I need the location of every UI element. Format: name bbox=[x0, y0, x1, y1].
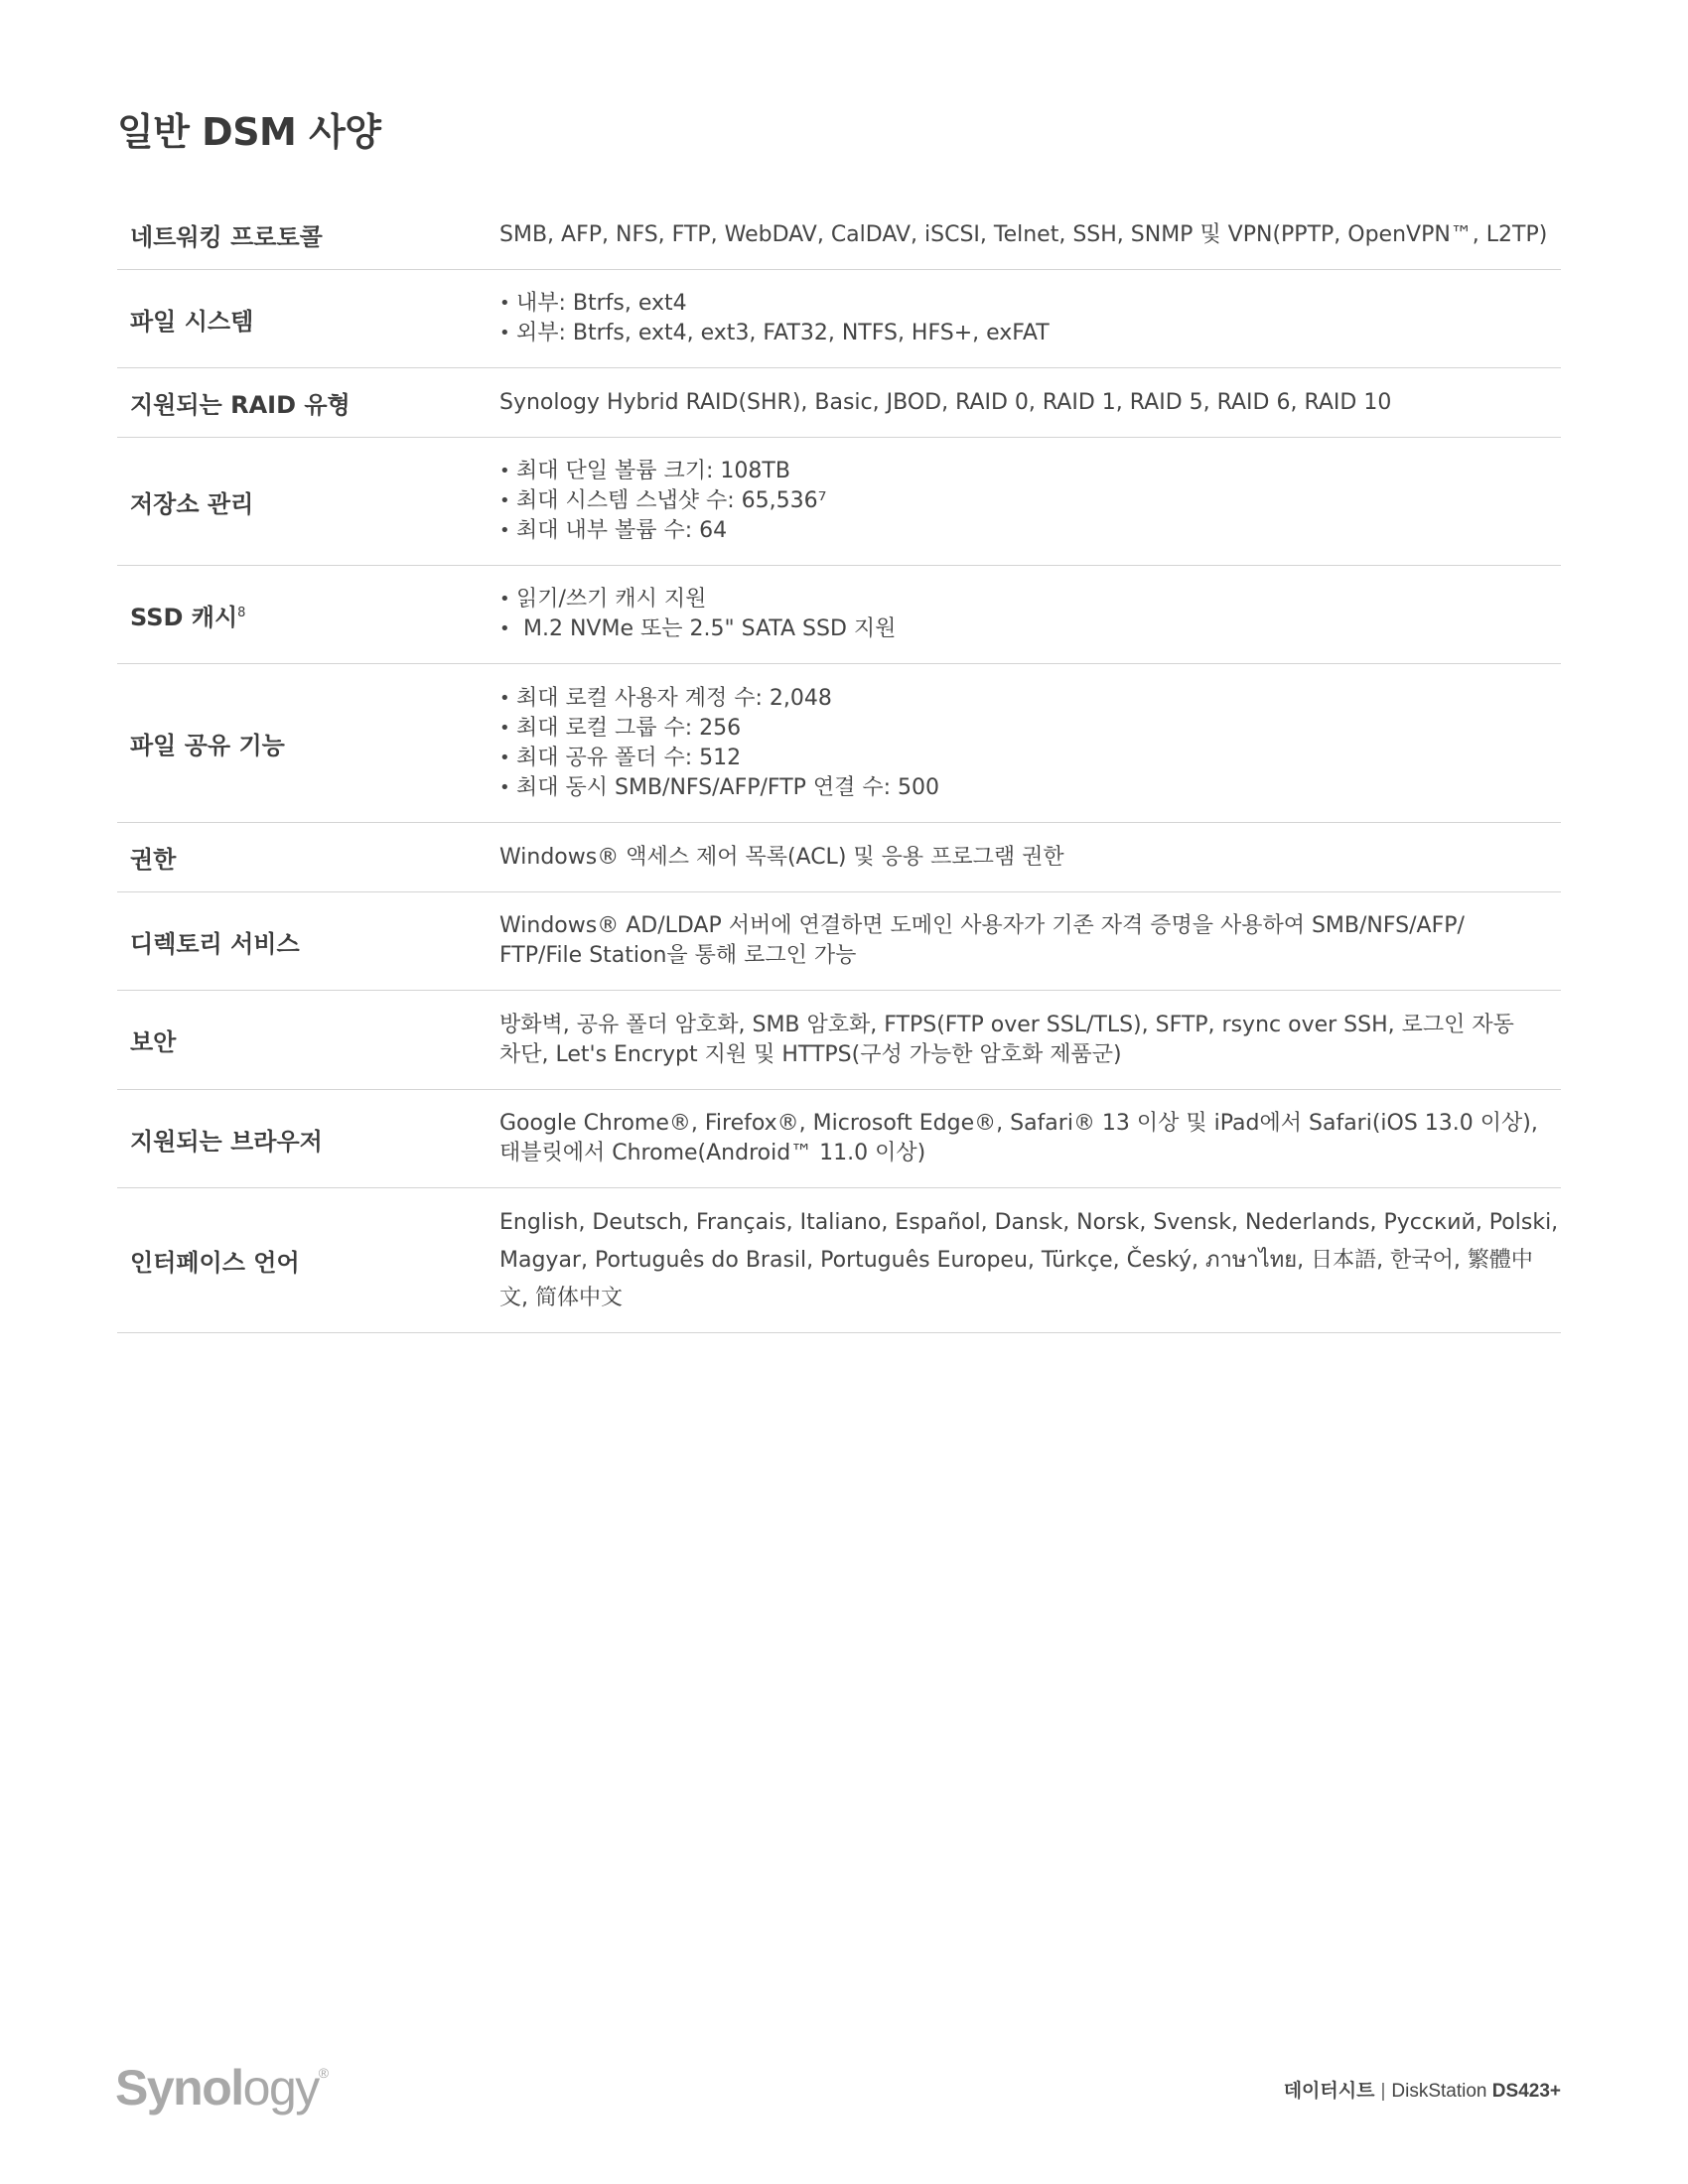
spec-row-directory-service bbox=[117, 892, 1561, 991]
bullet-item: • 최대 내부 볼륨 수: 64 bbox=[499, 516, 1561, 546]
footer-doc-type: 데이터시트 bbox=[1283, 2081, 1375, 2102]
spec-label: 디렉토리 서비스 bbox=[130, 929, 300, 958]
spec-value-line: 차단, Let's Encrypt 지원 및 HTTPS(구성 가능한 암호화 제품군) bbox=[499, 1041, 1122, 1067]
spec-row-supported-browsers bbox=[117, 1090, 1561, 1188]
spec-label: 파일 시스템 bbox=[130, 307, 254, 336]
spec-value-line: FTP/File Station을 통해 로그인 가능 bbox=[499, 943, 857, 968]
spec-row-file-system bbox=[117, 270, 1561, 368]
spec-value bbox=[499, 843, 1561, 873]
footer-product-info bbox=[1284, 2076, 1561, 2103]
spec-label: 네트워킹 프로토콜 bbox=[130, 223, 323, 251]
logo-text-bold: Synol bbox=[115, 2060, 243, 2116]
logo-text-light: ogy bbox=[242, 2060, 319, 2116]
footer-product-name: DiskStation bbox=[1391, 2081, 1487, 2102]
spec-row-security bbox=[117, 991, 1561, 1090]
bullet-item: • M.2 NVMe 또는 2.5" SATA SSD 지원 bbox=[499, 614, 1561, 644]
spec-label: 보안 bbox=[130, 1028, 177, 1056]
spec-row-ssd-cache bbox=[117, 566, 1561, 664]
bullet-item: • 최대 단일 볼륨 크기: 108TB bbox=[499, 457, 1561, 486]
spec-label-text: SSD 캐시 bbox=[130, 603, 238, 631]
spec-value-line: SMB, AFP, NFS, FTP, WebDAV, CalDAV, iSCSI, Telnet, SSH, SNMP 및 VPN(PPTP, OpenVPN™, L2TP) bbox=[499, 221, 1548, 247]
spec-table bbox=[117, 201, 1561, 1333]
spec-label: 권한 bbox=[130, 846, 177, 874]
spec-value bbox=[499, 585, 1561, 644]
spec-label: 지원되는 브라우저 bbox=[130, 1127, 323, 1156]
spec-value bbox=[499, 289, 1561, 348]
spec-value-line: Google Chrome®, Firefox®, Microsoft Edge®, Safari® 13 이상 및 iPad에서 Safari(iOS 13.0 이상), bbox=[499, 1111, 1538, 1136]
spec-row-network-protocols bbox=[117, 201, 1561, 270]
page-title: 일반 DSM 사양 bbox=[117, 110, 381, 154]
spec-value bbox=[499, 1109, 1561, 1168]
spec-value bbox=[499, 1011, 1561, 1070]
spec-value bbox=[499, 220, 1561, 250]
bullet-item: • 최대 로컬 그룹 수: 256 bbox=[499, 714, 1561, 744]
spec-label: 지원되는 RAID 유형 bbox=[130, 391, 351, 419]
spec-value-line: 방화벽, 공유 폴더 암호화, SMB 암호화, FTPS(FTP over SSL/TLS), SFTP, rsync over SSH, 로그인 자동 bbox=[499, 1012, 1514, 1037]
bullet-item: • 외부: Btrfs, ext4, ext3, FAT32, NTFS, HFS+, exFAT bbox=[499, 319, 1561, 348]
spec-row-storage-management bbox=[117, 438, 1561, 566]
synology-logo bbox=[115, 2059, 328, 2116]
spec-value bbox=[499, 457, 1561, 546]
spec-label: 파일 공유 기능 bbox=[130, 732, 285, 759]
spec-row-privileges bbox=[117, 823, 1561, 892]
spec-label: 저장소 관리 bbox=[130, 489, 254, 518]
spec-label: 인터페이스 언어 bbox=[130, 1249, 300, 1277]
spec-value-text: English, Deutsch, Français, Italiano, Español, Dansk, Norsk, Svensk, Nederlands, Русский, Polski, Magyar, Português do Brasil, Português Europeu, Türkçe, Český, ภาษาไทย, 日本語, 한국어, 繁體中文, 简体中文 bbox=[499, 1209, 1559, 1310]
spec-value bbox=[499, 911, 1561, 971]
bullet-item: • 내부: Btrfs, ext4 bbox=[499, 289, 1561, 319]
spec-value bbox=[499, 388, 1561, 418]
bullet-item: • 읽기/쓰기 캐시 지원 bbox=[499, 585, 1561, 614]
bullet-item: • 최대 로컬 사용자 계정 수: 2,048 bbox=[499, 684, 1561, 714]
spec-row-interface-language bbox=[117, 1188, 1561, 1333]
bullet-item: • 최대 시스템 스냅샷 수: 65,536⁷ bbox=[499, 486, 1561, 516]
bullet-item: • 최대 공유 폴더 수: 512 bbox=[499, 744, 1561, 773]
spec-value-line: Windows® 액세스 제어 목록(ACL) 및 응용 프로그램 권한 bbox=[499, 844, 1064, 870]
bullet-item: • 최대 동시 SMB/NFS/AFP/FTP 연결 수: 500 bbox=[499, 773, 1561, 803]
spec-row-raid-types bbox=[117, 368, 1561, 438]
spec-value-line: 태블릿에서 Chrome(Android™ 11.0 이상) bbox=[499, 1141, 926, 1165]
footer-model-name: DS423+ bbox=[1491, 2081, 1561, 2102]
spec-value bbox=[499, 684, 1561, 803]
spec-row-file-sharing bbox=[117, 664, 1561, 823]
spec-value-line: Windows® AD/LDAP 서버에 연결하면 도메인 사용자가 기존 자격 증명을 사용하여 SMB/NFS/AFP/ bbox=[499, 913, 1465, 938]
footer-separator: | bbox=[1380, 2081, 1386, 2102]
spec-value-line: Synology Hybrid RAID(SHR), Basic, JBOD, RAID 0, RAID 1, RAID 5, RAID 6, RAID 10 bbox=[499, 389, 1392, 415]
footnote-marker: 8 bbox=[237, 605, 246, 620]
registered-mark: ® bbox=[318, 2065, 328, 2081]
spec-label bbox=[117, 598, 499, 632]
spec-value bbox=[499, 1204, 1561, 1317]
